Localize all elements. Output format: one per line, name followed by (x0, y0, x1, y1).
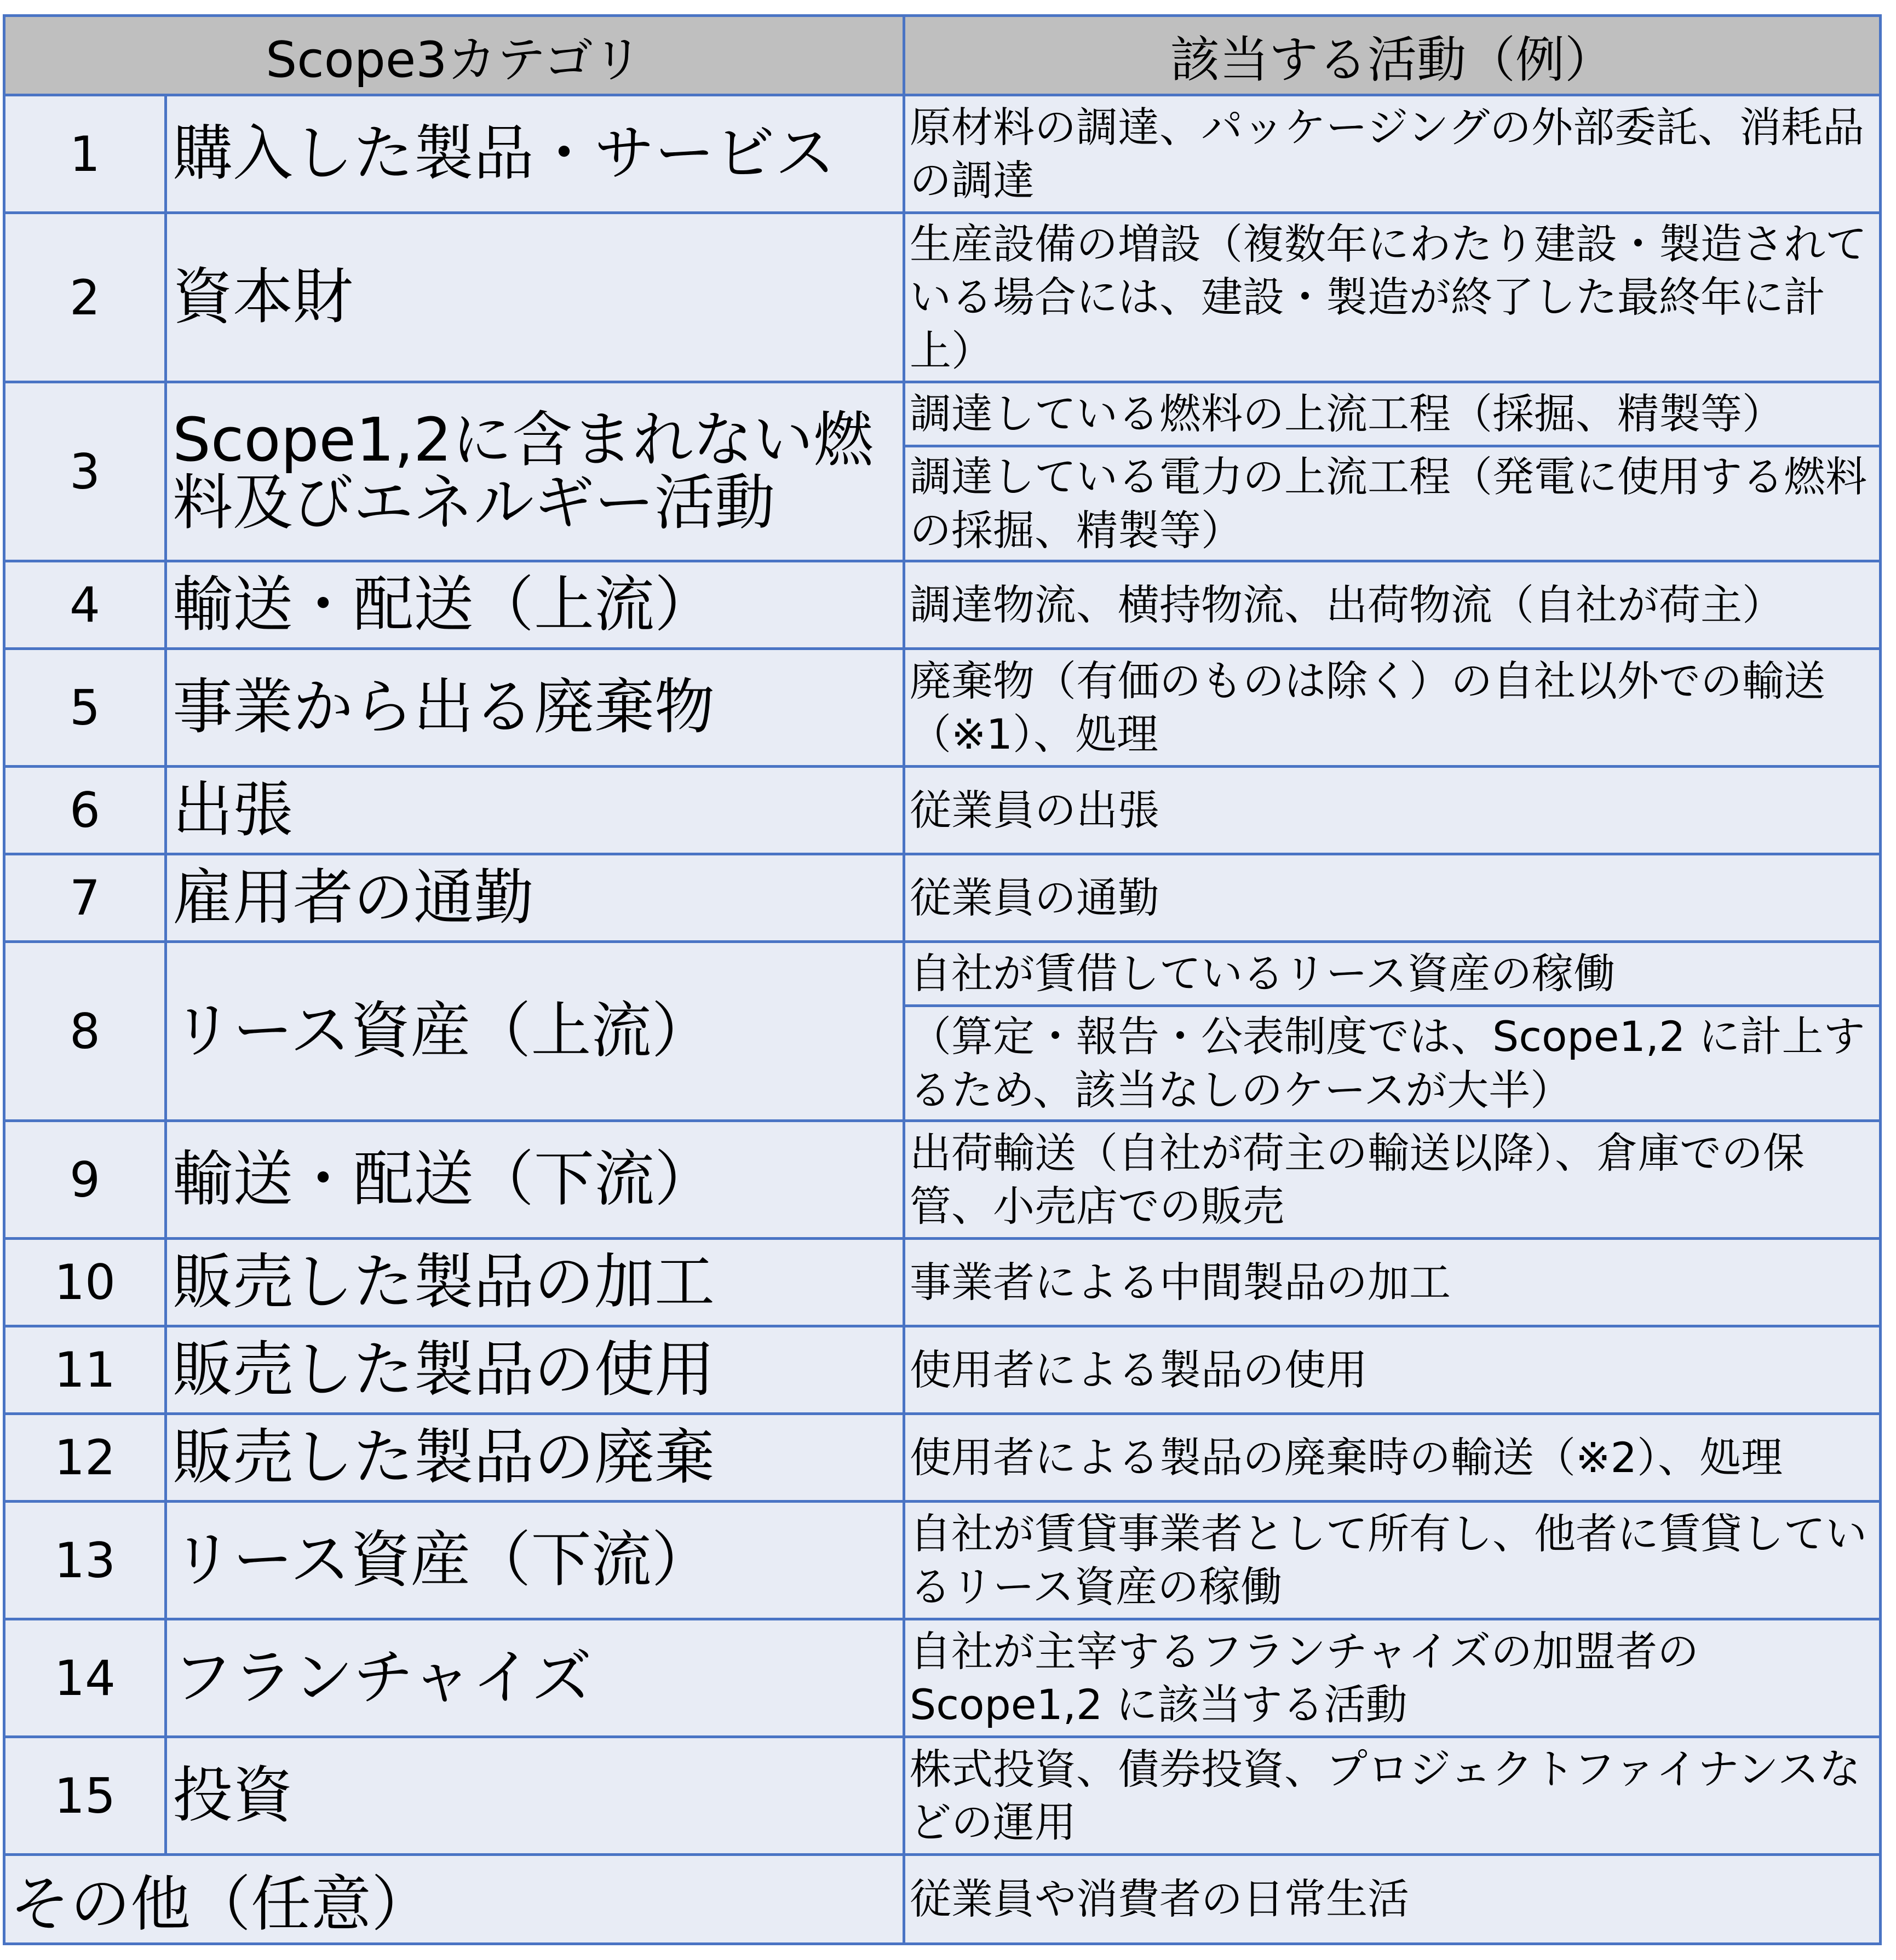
header-category: Scope3カテゴリ (4, 16, 904, 95)
activity-example: 自社が賃貸事業者として所有し、他者に賃貸しているリース資産の稼働 (904, 1502, 1881, 1619)
category-number: 9 (4, 1121, 166, 1239)
table-row (4, 1502, 1881, 1619)
category-other: その他（任意） (4, 1855, 904, 1944)
scope3-category-table (3, 14, 1882, 1945)
category-name: 輸送・配送（下流） (166, 1121, 904, 1239)
table-row (4, 1414, 1881, 1502)
category-name: リース資産（上流） (166, 942, 904, 1121)
category-number: 8 (4, 942, 166, 1121)
category-name: 投資 (166, 1737, 904, 1855)
category-name: 事業から出る廃棄物 (166, 649, 904, 767)
activity-example: 原材料の調達、パッケージングの外部委託、消耗品の調達 (904, 95, 1881, 213)
table-row (4, 1121, 1881, 1239)
category-number: 15 (4, 1737, 166, 1855)
category-name: Scope1,2に含まれない燃料及びエネルギー活動 (166, 382, 904, 561)
category-number: 1 (4, 95, 166, 213)
category-name: 資本財 (166, 213, 904, 382)
category-name: 購入した製品・サービス (166, 95, 904, 213)
category-number: 6 (4, 767, 166, 854)
activity-example: 従業員や消費者の日常生活 (904, 1855, 1881, 1944)
table-row (4, 95, 1881, 213)
activity-example: 調達している燃料の上流工程（採掘、精製等） (904, 382, 1881, 446)
activity-example: 廃棄物（有価のものは除く）の自社以外での輸送（※1）、処理 (904, 649, 1881, 767)
activity-example: 自社が主宰するフランチャイズの加盟者のScope1,2 に該当する活動 (904, 1619, 1881, 1737)
category-name: リース資産（下流） (166, 1502, 904, 1619)
table-row (4, 213, 1881, 382)
table-row (4, 649, 1881, 767)
activity-example: （算定・報告・公表制度では、Scope1,2 に計上するため、該当なしのケースが大半） (904, 1006, 1881, 1121)
activity-example: 調達している電力の上流工程（発電に使用する燃料の採掘、精製等） (904, 446, 1881, 561)
category-number: 3 (4, 382, 166, 561)
activity-example: 従業員の出張 (904, 767, 1881, 854)
table-row (4, 942, 1881, 1006)
category-name: 販売した製品の加工 (166, 1239, 904, 1326)
table-row (4, 1326, 1881, 1414)
table-row (4, 767, 1881, 854)
table-row (4, 382, 1881, 446)
activity-example: 従業員の通勤 (904, 854, 1881, 942)
table-row (4, 1619, 1881, 1737)
category-name: 販売した製品の使用 (166, 1326, 904, 1414)
category-name: 出張 (166, 767, 904, 854)
table-header-row (4, 16, 1881, 95)
activity-example: 生産設備の増設（複数年にわたり建設・製造されている場合には、建設・製造が終了した最終年に計上） (904, 213, 1881, 382)
category-name: 販売した製品の廃棄 (166, 1414, 904, 1502)
category-name: フランチャイズ (166, 1619, 904, 1737)
table-row (4, 1239, 1881, 1326)
category-number: 14 (4, 1619, 166, 1737)
activity-example: 使用者による製品の廃棄時の輸送（※2）、処理 (904, 1414, 1881, 1502)
activity-example: 自社が賃借しているリース資産の稼働 (904, 942, 1881, 1006)
category-number: 7 (4, 854, 166, 942)
category-number: 10 (4, 1239, 166, 1326)
table-row-other (4, 1855, 1881, 1944)
category-name: 雇用者の通勤 (166, 854, 904, 942)
table-row (4, 1737, 1881, 1855)
activity-example: 調達物流、横持物流、出荷物流（自社が荷主） (904, 561, 1881, 649)
category-number: 11 (4, 1326, 166, 1414)
activity-example: 出荷輸送（自社が荷主の輸送以降）、倉庫での保管、小売店での販売 (904, 1121, 1881, 1239)
category-number: 4 (4, 561, 166, 649)
category-number: 5 (4, 649, 166, 767)
table-row (4, 854, 1881, 942)
category-number: 2 (4, 213, 166, 382)
category-number: 12 (4, 1414, 166, 1502)
activity-example: 事業者による中間製品の加工 (904, 1239, 1881, 1326)
category-number: 13 (4, 1502, 166, 1619)
activity-example: 株式投資、債券投資、プロジェクトファイナンスなどの運用 (904, 1737, 1881, 1855)
activity-example: 使用者による製品の使用 (904, 1326, 1881, 1414)
header-activity: 該当する活動（例） (904, 16, 1881, 95)
category-name: 輸送・配送（上流） (166, 561, 904, 649)
table-row (4, 561, 1881, 649)
